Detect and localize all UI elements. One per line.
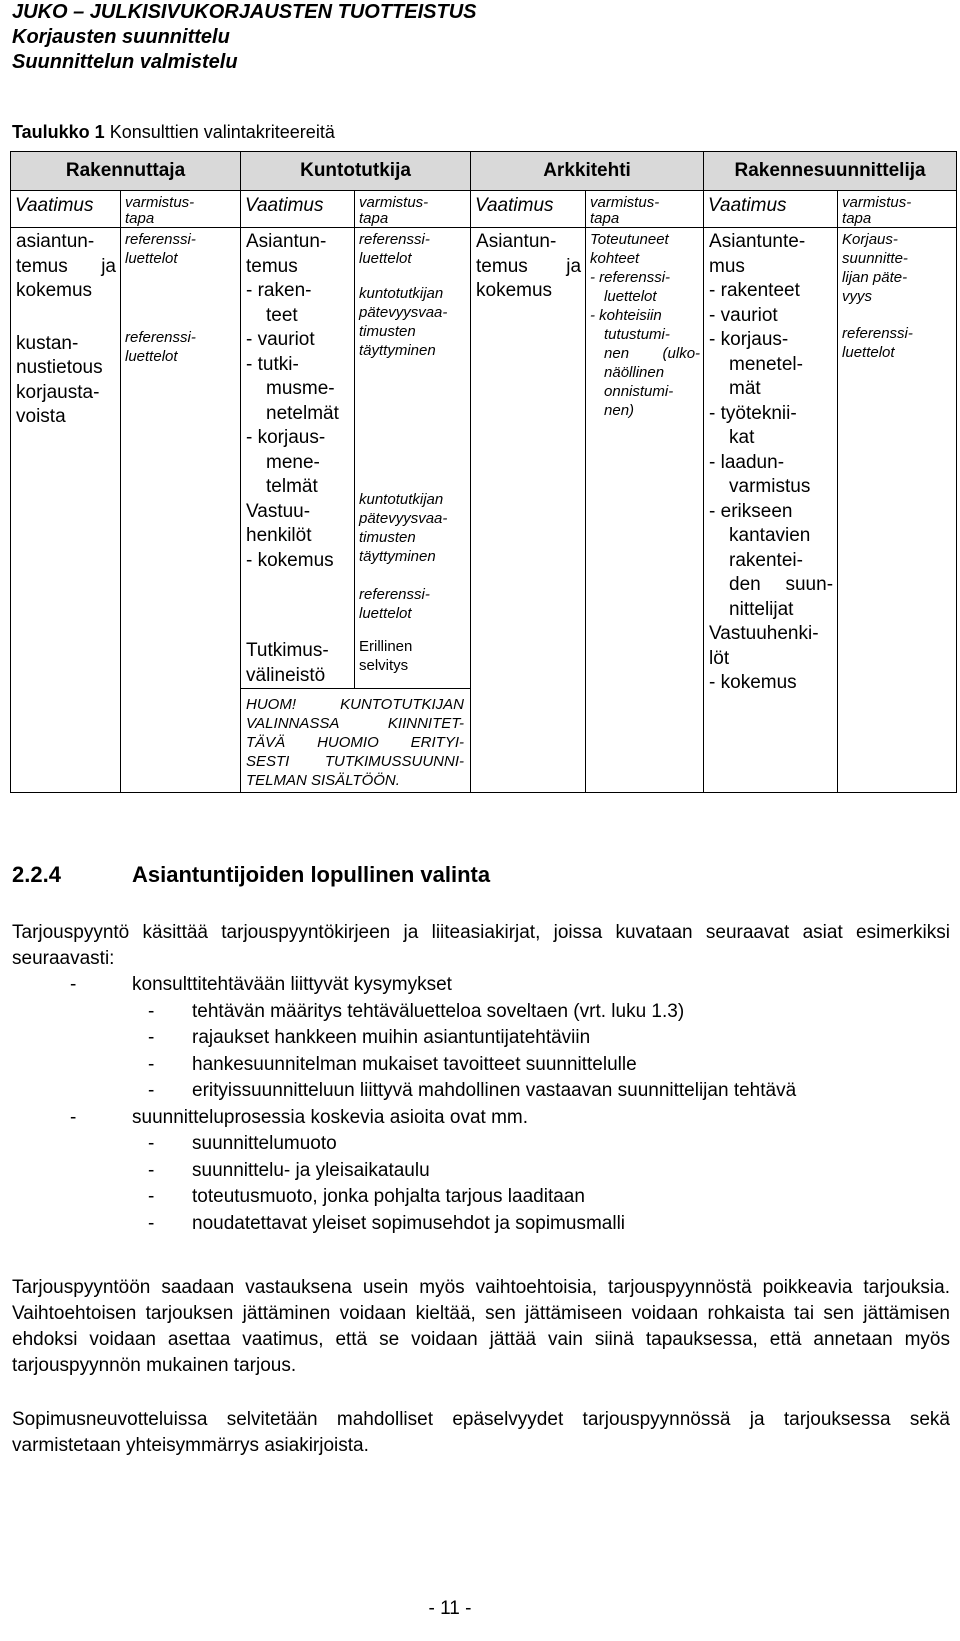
- page-number: - 11 -: [428, 1598, 472, 1619]
- list-item: - tehtävän määritys tehtäväluetteloa soveltaen (vrt. luku 1.3): [148, 1000, 685, 1022]
- list-item: - hankesuunnitelman mukaiset tavoitteet suunnittelulle: [148, 1053, 637, 1075]
- list-item: - erityissuunnitteluun liittyvä mahdollinen vastaavan suunnittelijan tehtävä: [148, 1080, 797, 1101]
- column-header-row: [11, 191, 957, 228]
- group-rakennesuunnittelija: Rakennesuunnittelija: [704, 152, 957, 191]
- col-vaatimus-2: Vaatimus: [241, 191, 355, 228]
- header-line-1: JUKO – JULKISIVUKORJAUSTEN TUOTTEISTUS: [12, 1, 477, 23]
- rakennesuunnittelija-requirements: Asiantunte- mus - rakenteet - vauriot - korjaus- menetel- mät - työteknii- kat - laadun- varmistus - erikseen kantavien rakentei- den suun- nittelijat Vastuuhenki- löt - kokemus: [704, 228, 838, 793]
- header-line-3: Suunnittelun valmistelu: [12, 51, 238, 73]
- group-header-row: [11, 152, 957, 191]
- section-number: 2.2.4: [12, 862, 61, 887]
- table-caption: [12, 122, 335, 143]
- table-caption-text: Konsulttien valintakriteereitä: [104, 122, 335, 142]
- paragraph-alternative-offers: Tarjouspyyntöön saadaan vastauksena usein myös vaihtoehtoisia, tarjouspyynnöstä poikkeavia tarjouksia. Vaihtoehtoisen tarjouksen jättäminen voidaan kieltää, sen jättämiseen voidaan rohkaista tai sen jättämisen ehdoksi voidaan asettaa vaatimus, että se voidaan jättää vain siinä tapauksessa, että annetaan myös tarjouspyynnön mukainen tarjous.: [12, 1277, 950, 1376]
- table-caption-label: Taulukko 1: [12, 122, 105, 142]
- header-line-2: Korjausten suunnittelu: [12, 26, 230, 48]
- arkkitehti-verification: Toteutuneet kohteet - referenssi- luettelot - kohteisiin tutustumi- nen (ulko- näöllinen onnistumi- nen): [586, 228, 704, 793]
- kuntotutkija-verification: referenssi- luettelot kuntotutkijan pätevyysvaa- timusten täyttyminen kuntotutkijan pätevyysvaa- timusten täyttyminen referenssi- luettelot Erillinen selvitys: [355, 228, 471, 689]
- list-item: - konsulttitehtävään liittyvät kysymykset: [70, 974, 452, 995]
- col-varmistus-3: varmistus- tapa: [586, 191, 704, 228]
- list-item: - suunnittelu- ja yleisaikataulu: [148, 1159, 430, 1181]
- content-row: [11, 228, 957, 689]
- col-vaatimus-3: Vaatimus: [471, 191, 586, 228]
- section-heading: [12, 862, 490, 888]
- kuntotutkija-note: HUOM! KUNTOTUTKIJAN VALINNASSA KIINNITET- TÄVÄ HUOMIO ERITYI- SESTI TUTKIMUSSUUNNI- TELMAN SISÄLTÖÖN.: [241, 689, 471, 793]
- group-rakennuttaja: Rakennuttaja: [11, 152, 241, 191]
- list-item: - rajaukset hankkeen muihin asiantuntijatehtäviin: [148, 1027, 591, 1048]
- col-varmistus-2: varmistus- tapa: [355, 191, 471, 228]
- section-title: Asiantuntijoiden lopullinen valinta: [132, 862, 491, 887]
- group-arkkitehti: Arkkitehti: [471, 152, 704, 191]
- list-item: - suunnitteluprosessia koskevia asioita ovat mm.: [70, 1106, 529, 1128]
- col-varmistus-1: varmistus- tapa: [121, 191, 241, 228]
- intro-paragraph: Tarjouspyyntö käsittää tarjouspyyntökirjeen ja liiteasiakirjat, joissa kuvataan seuraavat asiat esimerkiksi seuraavasti:: [12, 922, 950, 969]
- consultant-criteria-table: [10, 151, 957, 793]
- paragraph-negotiations: Sopimusneuvotteluissa selvitetään mahdolliset epäselvyydet tarjouspyynnössä ja tarjouksessa sekä varmistetaan yhteisymmärrys asiakirjoista.: [12, 1409, 950, 1456]
- col-varmistus-4: varmistus- tapa: [838, 191, 957, 228]
- document-header: [12, 0, 477, 75]
- rakennuttaja-verification: referenssi- luettelot referenssi- luettelot: [121, 228, 241, 793]
- col-vaatimus-4: Vaatimus: [704, 191, 838, 228]
- col-vaatimus-1: Vaatimus: [11, 191, 121, 228]
- list-item: - noudatettavat yleiset sopimusehdot ja sopimusmalli: [148, 1212, 626, 1234]
- group-kuntotutkija: Kuntotutkija: [241, 152, 471, 191]
- list-item: - toteutusmuoto, jonka pohjalta tarjous laaditaan: [148, 1186, 585, 1207]
- arkkitehti-requirements: Asiantun- temus ja kokemus: [471, 228, 586, 793]
- rakennuttaja-requirements: asiantun- temus ja kokemus kustan- nustietous korjausta- voista: [11, 228, 121, 793]
- bullet-list: [12, 972, 950, 1237]
- list-item: - suunnittelumuoto: [148, 1133, 337, 1154]
- rakennesuunnittelija-verification: Korjaus- suunnitte- lijan päte- vyys referenssi- luettelot: [838, 228, 957, 793]
- kuntotutkija-requirements: Asiantun- temus - raken- teet - vauriot - tutki- musme- netelmät - korjaus- mene- telmät Vastuu- henkilöt - kokemus Tutkimus- välineistö: [241, 228, 355, 689]
